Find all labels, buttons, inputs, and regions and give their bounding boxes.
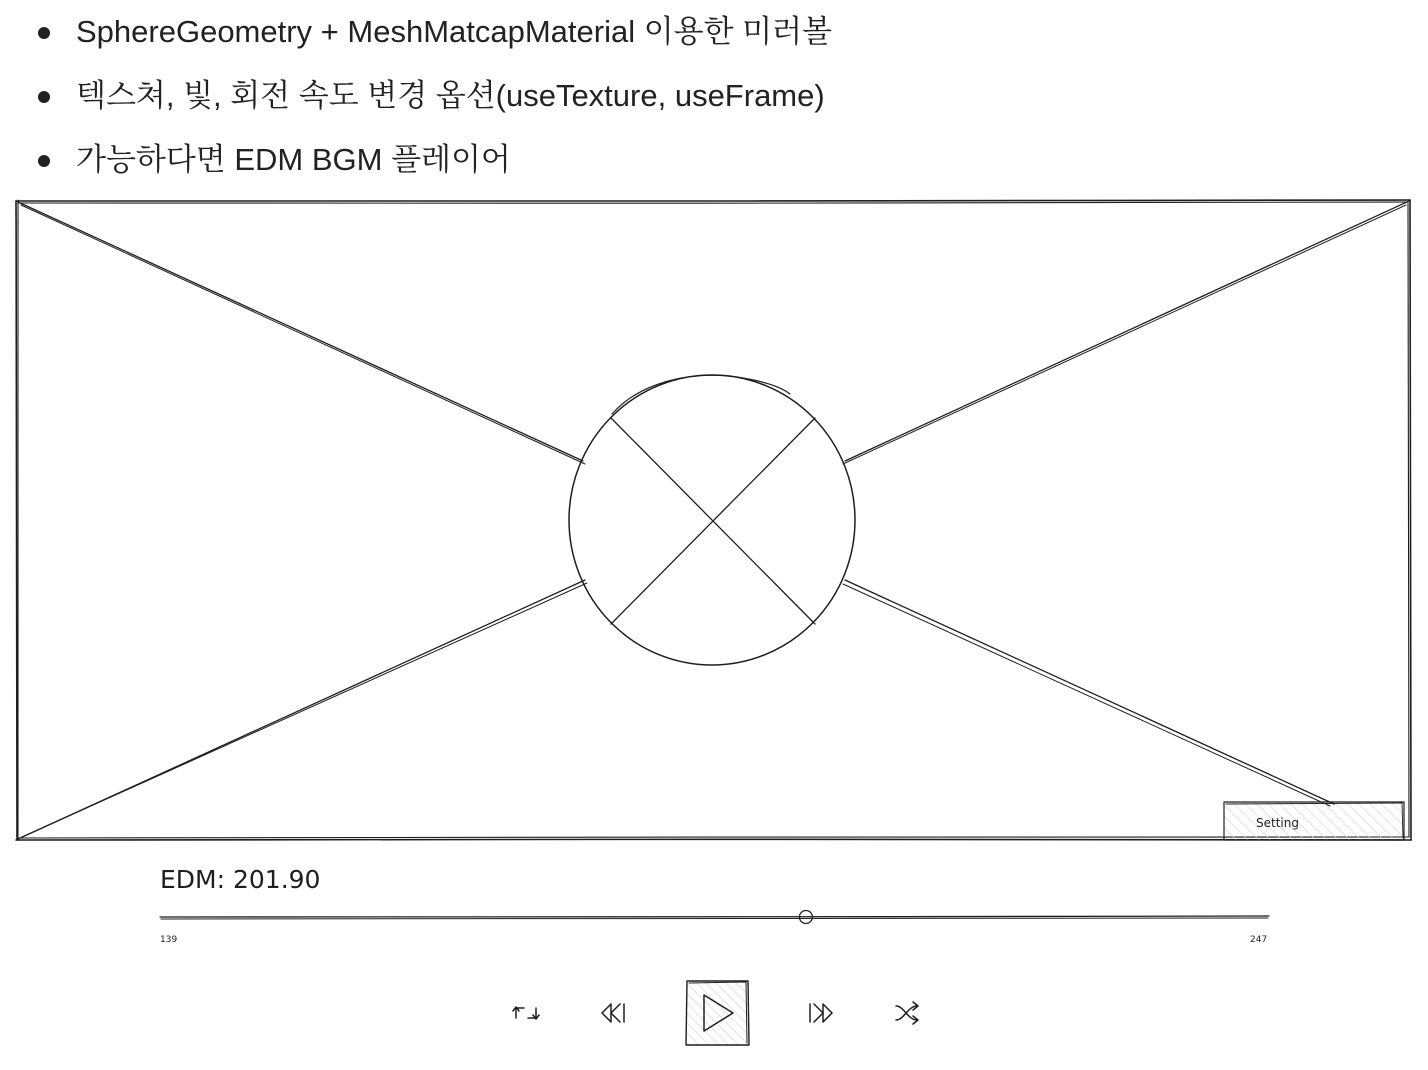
play-button[interactable] xyxy=(686,981,749,1045)
rewind-icon[interactable] xyxy=(602,1004,624,1022)
fast-forward-icon[interactable] xyxy=(810,1004,832,1022)
slider-max-label: 247 xyxy=(1250,935,1268,945)
track-label: EDM: 201.90 xyxy=(160,865,321,894)
playback-controls xyxy=(513,981,918,1045)
sphere-placeholder xyxy=(569,375,855,665)
slider-min-label: 139 xyxy=(160,935,178,945)
note-text: SphereGeometry + MeshMatcapMaterial 이용한 미러볼 xyxy=(76,14,833,49)
note-text: 가능하다면 EDM BGM 플레이어 xyxy=(76,142,511,177)
repeat-icon[interactable] xyxy=(513,1007,539,1019)
note-text: 텍스쳐, 빛, 회전 속도 변경 옵션(useTexture, useFrame) xyxy=(76,78,825,113)
shuffle-icon[interactable] xyxy=(896,1002,918,1024)
setting-button[interactable] xyxy=(1224,802,1404,840)
setting-button-label: Setting xyxy=(1256,816,1299,830)
progress-slider[interactable] xyxy=(160,911,1269,946)
